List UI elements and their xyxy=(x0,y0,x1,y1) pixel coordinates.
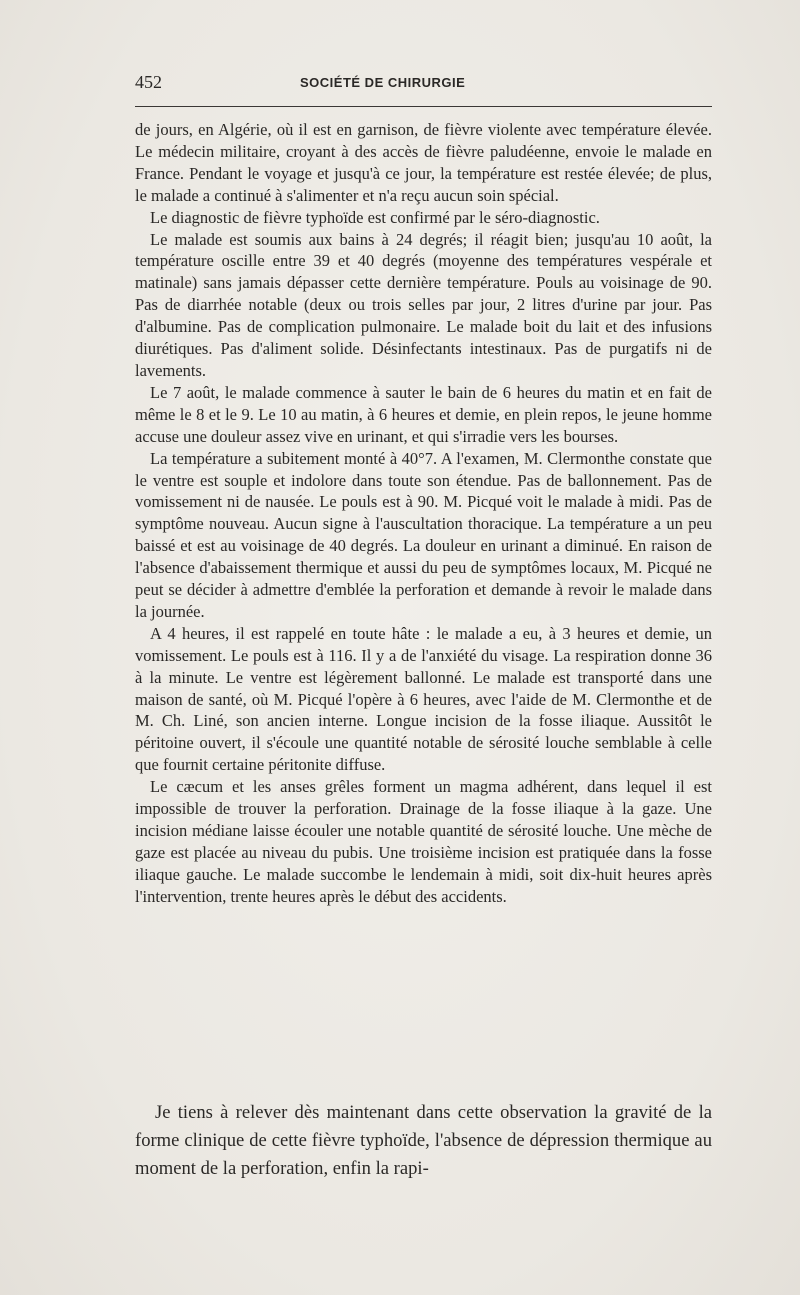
paragraph: Le 7 août, le malade commence à sauter le bain de 6 heures du matin et en fait de même le 8 et le 9. Le 10 au matin, à 6 heures et demie, en plein repos, le jeune homme accuse une douleur assez vive en urinant, et qui s'irradie vers les bourses. xyxy=(135,382,712,446)
running-head: SOCIÉTÉ DE CHIRURGIE xyxy=(300,75,466,90)
page-header xyxy=(135,72,712,94)
closing-paragraph: Je tiens à relever dès maintenant dans cette observation la gravité de la forme clinique de cette fièvre typhoïde, l'absence de dépression thermique au moment de la perforation, enfin la rapi- xyxy=(135,1102,712,1179)
paragraph: de jours, en Algérie, où il est en garnison, de fièvre violente avec température élevée. Le médecin militaire, croyant à des accès de fièvre paludéenne, envoie le malade en France. Pendant le voyage et jusqu'à ce jour, la température est restée élevée; de plus, le malade a continué à s'alimenter et n'a reçu aucun soin spécial. xyxy=(135,120,712,205)
case-report-text xyxy=(135,119,712,908)
header-rule xyxy=(135,106,712,107)
paragraph: A 4 heures, il est rappelé en toute hâte : le malade a eu, à 3 heures et demie, un vomissement. Le pouls est à 116. Il y a de l'anxiété du visage. La respiration donne 36 à la minute. Le ventre est légèrement ballonné. Le malade est transporté dans une maison de santé, où M. Picqué l'opère à 6 heures, avec l'aide de M. Clermonthe et de M. Ch. Liné, son ancien interne. Longue incision de la fosse iliaque. Aussitôt le péritoine ouvert, il s'écoule une quantité notable de sérosité louche semblable à celle que fournit certaine péritonite diffuse. xyxy=(135,623,712,775)
page-number: 452 xyxy=(135,72,162,92)
paragraph: Le malade est soumis aux bains à 24 degrés; il réagit bien; jusqu'au 10 août, la température oscille entre 39 et 40 degrés (moyenne des températures vespérale et matinale) sans jamais dépasser cette dernière température. Pouls au voisinage de 90. Pas de diarrhée notable (deux ou trois selles par jour, 2 litres d'urine par jour. Pas d'albumine. Pas de complication pulmonaire. Le malade boit du lait et des infusions diurétiques. Pas d'aliment solide. Désinfectants intestinaux. Pas de purgatifs ni de lavements. xyxy=(135,229,712,380)
paragraph: La température a subitement monté à 40°7. A l'examen, M. Clermonthe constate que le ventre est souple et indolore dans toute son étendue. Pas de ballonnement. Pas de vomissement ni de nausée. Le pouls est à 90. M. Picqué voit le malade à midi. Pas de symptôme nouveau. Aucun signe à l'auscultation thoracique. La température a un peu baissé et est au voisinage de 40 degrés. La douleur en urinant a diminué. En raison de l'absence d'abaissement thermique et aussi du peu de symptômes locaux, M. Picqué ne peut se décider à admettre d'emblée la perforation et demande à revoir le malade dans la journée. xyxy=(135,448,712,621)
paragraph: Le diagnostic de fièvre typhoïde est confirmé par le séro-diagnostic. xyxy=(150,207,600,227)
commentary-text xyxy=(135,1099,712,1183)
paragraph: Le cæcum et les anses grêles forment un magma adhérent, dans lequel il est impossible de trouver la perforation. Drainage de la fosse iliaque à la gaze. Une incision médiane laisse écouler une notable quantité de sérosité louche. Une mèche de gaze est placée au niveau du pubis. Une troisième incision est pratiquée dans la fosse iliaque gauche. Le malade succombe le lendemain à midi, soit dix-huit heures après l'intervention, trente heures après le début des accidents. xyxy=(135,777,712,906)
